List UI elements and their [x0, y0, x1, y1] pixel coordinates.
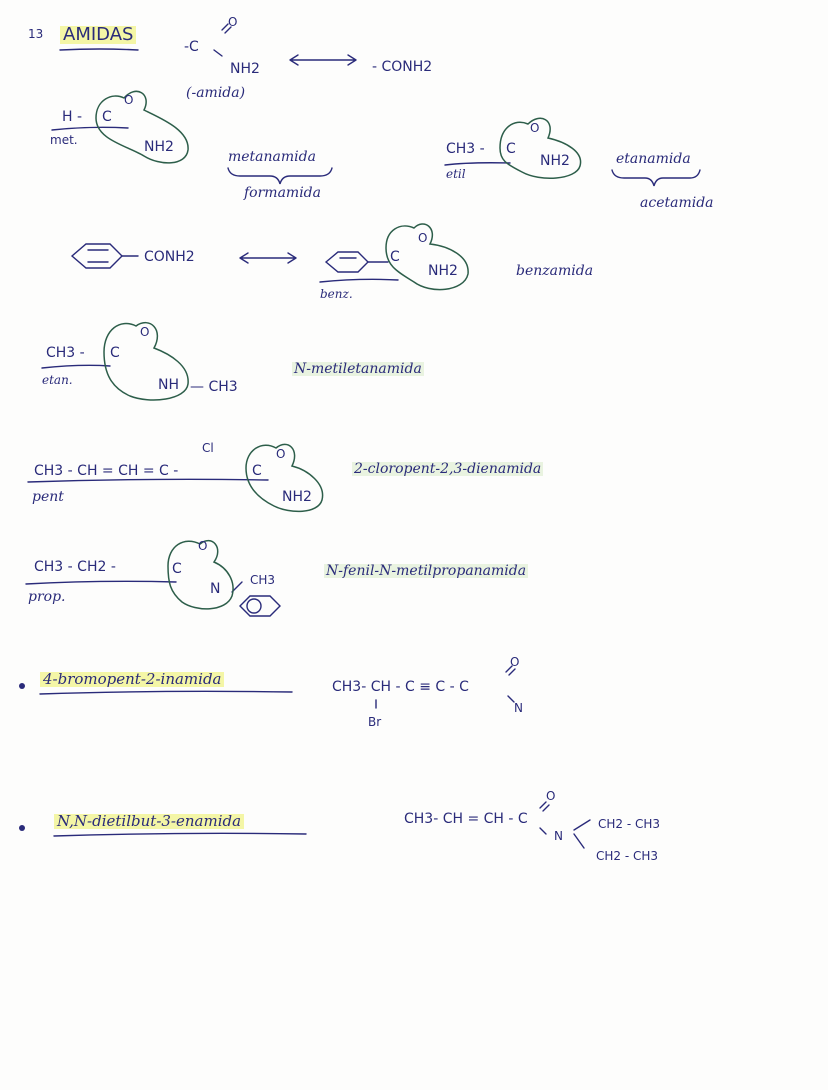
metanamida-nh2: NH2: [144, 139, 174, 155]
metanamida-alt-name: formamida: [244, 185, 321, 201]
bullet-1: [19, 683, 25, 689]
n-metiletanamida-carbon: C: [110, 345, 120, 361]
dienamida-chain: CH3 - CH = CH = C -: [34, 463, 179, 479]
exercise-2-formula: CH3- CH = CH - C: [404, 811, 528, 827]
exercise-2-name: N,N-dietilbut-3-enamida: [54, 814, 244, 829]
dienamida-carbon: C: [252, 463, 262, 479]
exercise-2-substituent-2: CH2 - CH3: [596, 849, 659, 863]
metanamida-carbon: C: [102, 109, 112, 125]
propanamida-substituent: CH3: [250, 573, 276, 587]
etanamida-carbon: C: [506, 141, 516, 157]
bullet-2: [19, 825, 25, 831]
benzene-ring-right: [326, 252, 368, 272]
title-underline: [60, 49, 138, 50]
n-metiletanamida-name: N-metiletanamida: [294, 361, 422, 377]
metanamida-hydrogen: H -: [62, 109, 83, 125]
phenyl-ring: [240, 596, 280, 616]
benzamida-chain-label: benz.: [320, 287, 353, 301]
exercise-1-formula: CH3- CH - C ≡ C - C: [332, 679, 469, 695]
n-metiletanamida-nh: NH: [158, 377, 179, 393]
benzene-ring-left: [72, 244, 122, 268]
exercise-1-nitrogen: N: [514, 701, 523, 715]
exercise-2-substituent-1: CH2 - CH3: [598, 817, 661, 831]
exercise-2-nitrogen: N: [554, 829, 563, 843]
dienamida-name: 2-cloropent-2,3-dienamida: [354, 461, 542, 477]
n-metiletanamida-substituent: — CH3: [190, 379, 238, 395]
dienamida-oxygen: O: [276, 447, 286, 461]
n-metiletanamida-chain: CH3 -: [46, 345, 85, 361]
header-group-nh2: NH2: [230, 61, 260, 77]
metanamida-chain-label: met.: [50, 133, 78, 147]
etanamida-name: etanamida: [616, 151, 691, 167]
exercise-1-oxygen: O: [510, 655, 520, 669]
exercise-1-name: 4-bromopent-2-inamida: [40, 672, 224, 687]
propanamida-oxygen: O: [198, 539, 208, 553]
dienamida-nh2: NH2: [282, 489, 312, 505]
header-group-equivalent: - CONH2: [372, 59, 433, 75]
metanamida-oxygen: O: [124, 93, 134, 107]
propanamida-chain-label: prop.: [28, 589, 66, 605]
page-title: AMIDAS: [60, 26, 136, 44]
page-number: 13: [28, 27, 44, 41]
etanamida-chain: CH3 -: [446, 141, 485, 157]
etanamida-alt-name: acetamida: [640, 195, 714, 211]
propanamida-nitrogen: N: [210, 581, 221, 597]
dienamida-chlorine: Cl: [202, 441, 214, 455]
resonance-arrow: [290, 55, 356, 65]
propanamida-chain: CH3 - CH2 -: [34, 559, 116, 575]
n-metiletanamida-oxygen: O: [140, 325, 150, 339]
header-group-oxygen: O: [228, 15, 238, 29]
amide-circle-metanamida: [96, 91, 188, 163]
metanamida-name: metanamida: [228, 149, 316, 165]
propanamida-name: N-fenil-N-metilpropanamida: [326, 563, 527, 579]
benzamida-nh2: NH2: [428, 263, 458, 279]
benzamida-name: benzamida: [516, 263, 594, 279]
etanamida-nh2: NH2: [540, 153, 570, 169]
benzamida-oxygen: O: [418, 231, 428, 245]
exercise-1-bromine: Br: [368, 715, 382, 729]
benzamida-carbon: C: [390, 249, 400, 265]
propanamida-carbon: C: [172, 561, 182, 577]
etanamida-oxygen: O: [530, 121, 540, 135]
exercise-2-oxygen: O: [546, 789, 556, 803]
etanamida-chain-label: etil: [446, 167, 466, 181]
header-group-caption: (-amida): [186, 85, 246, 101]
header-group-carbon: -C: [184, 39, 199, 55]
n-metiletanamida-chain-label: etan.: [42, 373, 73, 387]
benzamida-left-group: CONH2: [144, 249, 195, 265]
dienamida-chain-label: pent: [32, 489, 64, 505]
